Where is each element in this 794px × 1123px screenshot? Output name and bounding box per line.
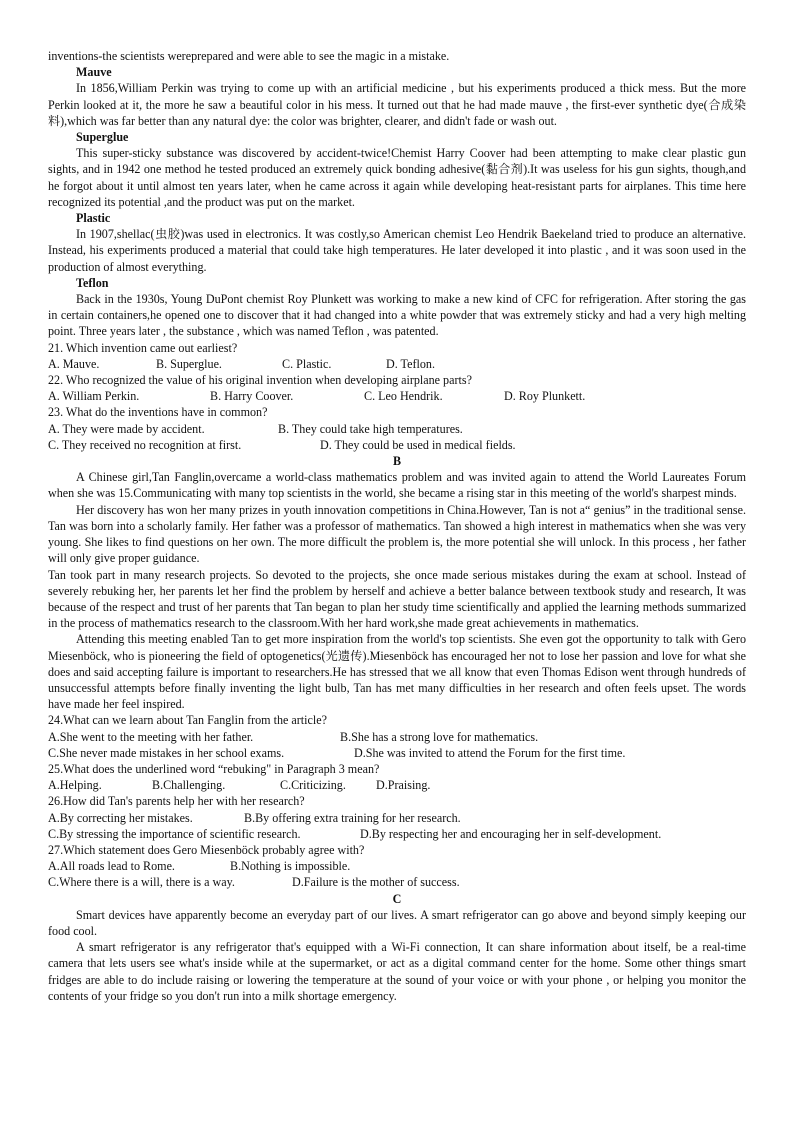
options-27-row2 bbox=[48, 874, 746, 890]
options-22 bbox=[48, 388, 746, 404]
options-26-row2 bbox=[48, 826, 746, 842]
options-23-row1 bbox=[48, 421, 746, 437]
option-25-d: D.Praising. bbox=[376, 778, 431, 793]
option-24-d: D.She was invited to attend the Forum for the first time. bbox=[354, 745, 626, 760]
question-21: 21. Which invention came out earliest? bbox=[48, 340, 238, 355]
section-b-label: B bbox=[392, 454, 402, 469]
options-25 bbox=[48, 777, 746, 793]
question-26: 26.How did Tan's parents help her with her research? bbox=[48, 794, 305, 809]
question-24: 24.What can we learn about Tan Fanglin from the article? bbox=[48, 713, 327, 728]
option-22-a: A. William Perkin. bbox=[48, 389, 140, 404]
option-26-d: D.By respecting her and encouraging her in self-development. bbox=[360, 826, 662, 841]
heading-plastic: Plastic bbox=[76, 211, 111, 226]
question-27: 27.Which statement does Gero Miesenböck probably agree with? bbox=[48, 842, 365, 857]
option-23-a: A. They were made by accident. bbox=[48, 421, 205, 436]
options-21 bbox=[48, 356, 746, 372]
option-24-b: B.She has a strong love for mathematics. bbox=[340, 729, 539, 744]
option-27-d: D.Failure is the mother of success. bbox=[292, 875, 460, 890]
option-26-a: A.By correcting her mistakes. bbox=[48, 810, 193, 825]
option-27-c: C.Where there is a will, there is a way. bbox=[48, 875, 235, 890]
paragraph-b2: Her discovery has won her many prizes in youth innovation competitions in China.However, Tan is not a“ genius” in the traditional sense. Tan was born into a scholarly family. Her father was a professor of mathematics. Tan showed a high interest in mathematics when she was very young. She likes to find questions on her own. The more difficult the problem is, the more potential she will unlock. In this process , her father will only give proper guidance. bbox=[48, 502, 746, 566]
section-c-label: C bbox=[392, 891, 402, 906]
question-25: 25.What does the underlined word “rebuking" in Paragraph 3 mean? bbox=[48, 761, 380, 776]
options-24-row1 bbox=[48, 729, 746, 745]
option-22-c: C. Leo Hendrik. bbox=[364, 389, 443, 404]
paragraph-c1: Smart devices have apparently become an everyday part of our lives. A smart refrigerator can go above and beyond simply keeping our food cool. bbox=[48, 907, 746, 938]
option-22-b: B. Harry Coover. bbox=[210, 389, 294, 404]
option-24-a: A.She went to the meeting with her father. bbox=[48, 729, 254, 744]
options-24-row2 bbox=[48, 745, 746, 761]
option-27-b: B.Nothing is impossible. bbox=[230, 859, 351, 874]
intro-tail: inventions-the scientists wereprepared and were able to see the magic in a mistake. bbox=[48, 49, 450, 63]
option-23-c: C. They received no recognition at first. bbox=[48, 437, 242, 452]
option-25-b: B.Challenging. bbox=[152, 778, 226, 793]
paragraph-b4: Attending this meeting enabled Tan to get more inspiration from the world's top scientists. She even got the opportunity to talk with Gero Miesenböck, who is pioneering the field of optogenetics(光遗传).Miesenböck has encouraged her not to lose her passion and love for what she does and said accepting failure is important to researchers.He has stressed that we all know that even Thomas Edison went through hundreds of unsuccessful attempts before finally inventing the light bulb, Tan has met many difficulties in her research and often feels upset. The words have made her feel inspired. bbox=[48, 632, 746, 712]
paragraph-teflon: Back in the 1930s, Young DuPont chemist Roy Plunkett was working to make a new kind of CFC for refrigeration. After storing the gas in certain containers,he opened one to discover that it had changed into a white powder that was extremely sticky and had a very high melting point. Three years later , the substance , which was named Teflon , was patented. bbox=[48, 292, 746, 339]
paragraph-b3: Tan took part in many research projects. So devoted to the projects, she once made serious mistakes during the exam at school. Instead of severely rebuking her, her parents let her find the problem by herself and achieve a better balance between textbook study and research, It was because of the respect and trust of her parents that Tan began to plan her study time scientifically and applied the learning methods summarized in the process of mathematics research to the classroom.With her hard work,she made great achievements in mathematics. bbox=[48, 567, 746, 631]
option-21-c: C. Plastic. bbox=[282, 356, 332, 371]
paragraph-b1: A Chinese girl,Tan Fanglin,overcame a world-class mathematics problem and was invited again to attend the World Laureates Forum when she was 15.Communicating with many top scientists in the world, she became a rising star in this meeting of the world's sharpest minds. bbox=[48, 470, 746, 501]
option-24-c: C.She never made mistakes in her school exams. bbox=[48, 745, 285, 760]
option-23-b: B. They could take high temperatures. bbox=[278, 421, 463, 436]
option-25-a: A.Helping. bbox=[48, 778, 102, 793]
option-22-d: D. Roy Plunkett. bbox=[504, 389, 586, 404]
paragraph-plastic: In 1907,shellac(虫胶)was used in electronics. It was costly,so American chemist Leo Hendrik Baekeland tried to produce an alternative. Instead, his experiments produced a material that could take high temperatures. He later developed it into plastic , and it was soon used in the production of almost everything. bbox=[48, 227, 746, 274]
heading-teflon: Teflon bbox=[76, 275, 109, 290]
option-21-b: B. Superglue. bbox=[156, 356, 222, 371]
heading-superglue: Superglue bbox=[76, 130, 129, 145]
question-22: 22. Who recognized the value of his original invention when developing airplane parts? bbox=[48, 373, 472, 388]
paragraph-superglue: This super-sticky substance was discovered by accident-twice!Chemist Harry Coover had been attempting to make clear plastic gun sights, and in 1942 one method he tested produced an extremely quick bonding adhesive(黏合剂).It was useless for his gun sights, though,and he forgot about it until almost ten years later, when he came across it again while developing heat-resistant parts for airplanes. This time here recognized its potential ,and the product was put on the market. bbox=[48, 146, 746, 209]
option-26-b: B.By offering extra training for her research. bbox=[244, 810, 461, 825]
options-27-row1 bbox=[48, 858, 746, 874]
option-26-c: C.By stressing the importance of scientific research. bbox=[48, 826, 301, 841]
option-27-a: A.All roads lead to Rome. bbox=[48, 859, 175, 874]
document-page bbox=[48, 48, 746, 1004]
paragraph-c2: A smart refrigerator is any refrigerator that's equipped with a Wi-Fi connection, It can share information about itself, be a real-time camera that lets users see what's inside while at the supermarket, or act as a digital command center for the home. Some other things smart fridges are able to do include raising or lowering the temperature at the sound of your voice or with your phone , or helping you monitor the contents of your fridge so you don't run into a milk shortage emergency. bbox=[48, 940, 746, 1003]
option-23-d: D. They could be used in medical fields. bbox=[320, 437, 516, 452]
options-23-row2 bbox=[48, 437, 746, 453]
option-25-c: C.Criticizing. bbox=[280, 778, 346, 793]
option-21-a: A. Mauve. bbox=[48, 356, 100, 371]
options-26-row1 bbox=[48, 810, 746, 826]
paragraph-mauve: In 1856,William Perkin was trying to come up with an artificial medicine , but his experiments produced a thick mess. But the more Perkin looked at it, the more he saw a beautiful color in his mess. It turned out that he had made mauve , the first-ever synthetic dye(合成染料),which was far better than any natural dye: the color was brighter, clearer, and didn't fade or wash out. bbox=[48, 81, 746, 128]
option-21-d: D. Teflon. bbox=[386, 356, 435, 371]
heading-mauve: Mauve bbox=[76, 65, 112, 80]
question-23: 23. What do the inventions have in common? bbox=[48, 405, 268, 420]
